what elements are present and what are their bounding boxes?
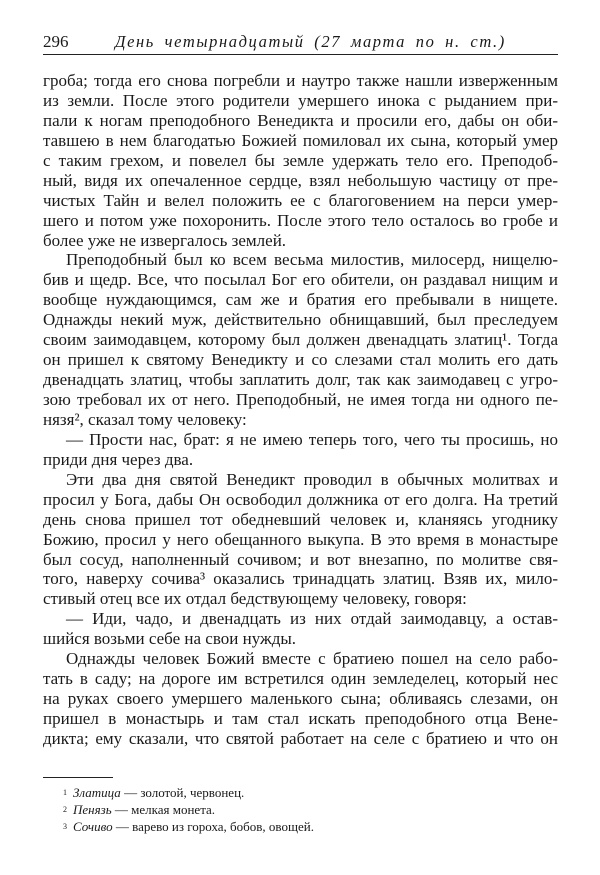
text-line: Эти два дня святой Венедикт проводил в обычных молитвах и xyxy=(66,469,558,489)
footnotes xyxy=(63,784,314,835)
text-line: шего и потом уже похоронить. После этого тело осталось во гробе и xyxy=(43,210,558,230)
body-text xyxy=(43,71,558,749)
page-number: 296 xyxy=(43,32,69,51)
footnote xyxy=(63,801,314,818)
text-line: гроба; тогда его снова погребли и наутро также нашли изверженным xyxy=(43,71,558,90)
footnote-definition: — варево из гороха, бобов, овощей. xyxy=(112,819,314,834)
footnote-mark: 1 xyxy=(63,788,67,797)
text-line: он пришел к святому Венедикту и со слезами стал молить его дать xyxy=(43,350,558,370)
text-line: — Иди, чадо, и двенадцать из них отдай заимодавцу, а остав- xyxy=(66,609,558,629)
footnote xyxy=(63,818,314,835)
text-line: шийся возьми себе на свои нужды. xyxy=(43,629,297,649)
footnote xyxy=(63,784,314,801)
text-line: Божию, просил у него обещанного выкупа. В это время в монастыре xyxy=(43,529,558,549)
text-line: из земли. После этого родители умершего инока с рыданием при- xyxy=(43,90,558,110)
paragraph xyxy=(43,250,558,429)
text-line: приди дня через два. xyxy=(43,449,194,469)
paragraph xyxy=(43,430,558,470)
paragraph xyxy=(43,649,558,749)
text-line: тать в саду; на дороге им встретился один земледелец, который нес xyxy=(43,669,558,689)
paragraph xyxy=(43,71,558,250)
paragraph xyxy=(43,609,558,649)
footnote-term: Пенязь xyxy=(73,802,112,817)
text-line: — Прости нас, брат: я не имею теперь того, чего ты просишь, но xyxy=(66,429,558,449)
text-line: Однажды некий муж, действительно обнищавший, был преследуем xyxy=(43,310,558,330)
footnote-definition: — золотой, червонец. xyxy=(120,785,245,800)
footnote-divider xyxy=(43,777,113,778)
text-line: двенадцать златиц, чтобы заплатить долг, так как заимодавец с угро- xyxy=(43,370,558,390)
paragraph xyxy=(43,470,558,610)
text-line: стивый отец все их отдал бедствующему человеку, говоря: xyxy=(43,589,467,609)
text-line: чистых Тайн и велел положить ее с благоговением на перси умер- xyxy=(43,190,558,210)
text-line: был сосуд, наполненный сочивом; и вот внезапно, по молитве свя- xyxy=(43,549,558,569)
footnote-definition: — мелкая монета. xyxy=(111,802,216,817)
text-line: Преподобный был ко всем весьма милостив, милосерд, нищелю- xyxy=(66,250,558,270)
text-line: Однажды человек Божий вместе с братиею пошел на село рабо- xyxy=(66,649,558,669)
text-line: на руках своего умершего маленького сына; обливаясь слезами, он xyxy=(43,689,558,709)
text-line: того, наверху сочива³ оказались тринадцать златиц. Взяв их, мило- xyxy=(43,569,558,589)
text-line: просил у Бога, дабы Он освободил должника от его долга. На третий xyxy=(43,489,558,509)
running-header xyxy=(43,30,558,55)
text-line: своим заимодавцем, которому был должен двенадцать златиц¹. Тогда xyxy=(43,330,558,350)
footnote-term: Златица xyxy=(73,785,121,800)
text-line: с таким грехом, и повелел бы земле удержать тело его. Преподоб- xyxy=(43,150,558,170)
text-line: пали к ногам преподобного Венедикта и просили его, дабы он оби- xyxy=(43,110,558,130)
text-line: зою требовал их от него. Преподобный, не имея тогда ни одного пе- xyxy=(43,390,558,409)
footnote-mark: 3 xyxy=(63,822,67,831)
text-line: дикта; ему сказали, что святой работает на селе с братиею и что он xyxy=(43,728,558,748)
text-line: ный, видя их опечаленное сердце, взял небольшую частицу от пре- xyxy=(43,170,558,190)
text-line: бив и щедр. Все, что посылал Бог его обители, он раздавал нищим и xyxy=(43,270,558,290)
running-title: День четырнадцатый (27 марта по н. ст.) xyxy=(115,32,506,51)
text-line: вообще нуждающимся, сам же и братия его пребывали в нищете. xyxy=(43,290,558,310)
footnote-term: Сочиво xyxy=(73,819,113,834)
text-line: нязя², сказал тому человеку: xyxy=(43,409,247,429)
text-line: пришел в монастырь и там стал искать преподобного отца Вене- xyxy=(43,709,558,728)
text-line: более уже не извергалось землей. xyxy=(43,230,287,250)
footnote-mark: 2 xyxy=(63,805,67,814)
text-line: тавшею в нем благодатью Божией помиловал их сына, который умер xyxy=(43,130,558,150)
text-line: день снова пришел тот обедневший человек и, кланяясь угоднику xyxy=(43,509,558,529)
